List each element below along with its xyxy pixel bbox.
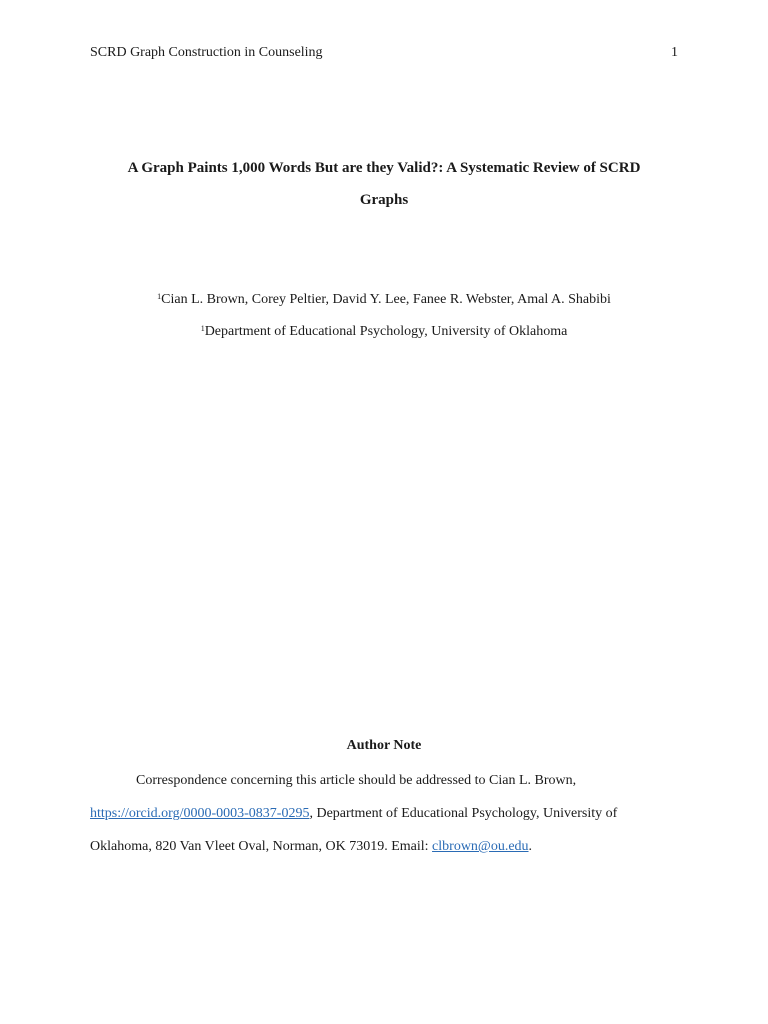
paper-title xyxy=(90,152,678,216)
paper-title-line-2: Graphs xyxy=(359,192,409,208)
author-list xyxy=(90,284,678,316)
author-note-body xyxy=(90,764,678,863)
paper-title-line-1: A Graph Paints 1,000 Words But are they Valid?: A Systematic Review of SCRD xyxy=(127,160,641,176)
author-names: Cian L. Brown, Corey Peltier, David Y. Lee, Fanee R. Webster, Amal A. Shabibi xyxy=(161,292,611,307)
address-text: Oklahoma, 820 Van Vleet Oval, Norman, OK 73019. Email: xyxy=(90,839,433,854)
author-affiliation-block xyxy=(90,284,678,348)
affiliation-marker: 1 xyxy=(200,324,205,333)
affiliation xyxy=(90,316,678,348)
author-note-line-2 xyxy=(90,797,678,830)
email-period: . xyxy=(528,839,533,854)
running-head xyxy=(90,45,678,65)
correspondence-text: Correspondence concerning this article should be addressed to Cian L. Brown, xyxy=(136,773,577,788)
running-head-title: SCRD Graph Construction in Counseling xyxy=(90,45,323,60)
page-number: 1 xyxy=(671,45,678,60)
email-link[interactable]: clbrown@ou.edu xyxy=(432,839,529,854)
author-note-line-3 xyxy=(90,830,678,863)
author-note-line-1 xyxy=(90,764,678,797)
orcid-link[interactable]: https://orcid.org/0000-0003-0837-0295 xyxy=(90,806,310,821)
author-note-heading: Author Note xyxy=(346,738,422,753)
affiliation-text: Department of Educational Psychology, University of Oklahoma xyxy=(204,324,568,339)
author-affiliation-marker: 1 xyxy=(157,292,162,301)
department-text: , Department of Educational Psychology, University of xyxy=(309,806,618,821)
